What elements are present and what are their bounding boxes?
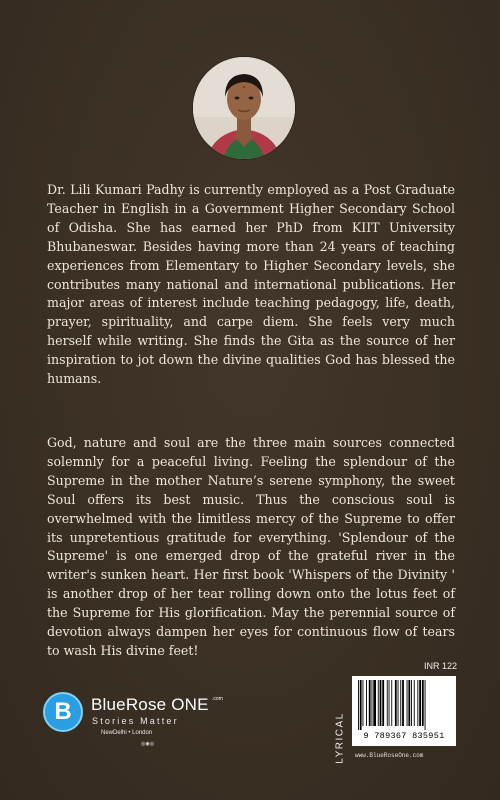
barcode-bars — [358, 680, 450, 730]
imprint-label: LYRICAL — [334, 712, 346, 764]
isbn-barcode — [352, 676, 456, 746]
publisher-tagline: Stories Matter — [92, 716, 179, 726]
publisher-logo-letter: B — [54, 698, 72, 725]
book-description: God, nature and soul are the three main sources connected solemnly for a peaceful living. Feeling the splendour of the Supreme in the mother Nature’s serene symphony, the sweet Soul offers its best music. Thus the conscious soul is overwhelmed with the limitless mercy of the Supreme to offer its unpretentious gratitude for everything. 'Splendour of the Supreme' is one emerged drop of the grateful river in the writer's sunken heart. Her first book 'Whispers of the Divinity ' is another drop of her tear rolling down onto the lotus feet of the Supreme for His glorification. May the perennial source of devotion always dampen her eyes for continuous flow of tears to wash His divine feet! — [47, 435, 455, 658]
publisher-name: BlueRose ONE — [91, 695, 209, 714]
author-photo — [193, 57, 295, 159]
publisher-logo — [43, 690, 243, 750]
publisher-website: www.BlueRoseOne.com — [355, 752, 424, 759]
social-media-icons: ◎◉◎ — [141, 741, 155, 747]
author-bio: Dr. Lili Kumari Padhy is currently employed as a Post Graduate Teacher in English in a Government Higher Secondary School of Odisha. She has earned her PhD from KIIT University Bhubaneswar. Besides having more than 24 years of teaching experiences from Elementary to Higher Secondary levels, she contributes many national and international publications. Her major areas of interest include teaching pedagogy, life, death, prayer, spirituality, and carpe diem. She feels very much herself while writing. She finds the Gita as the source of her inspiration to jot down the divine qualities God has blessed the humans. — [47, 182, 455, 387]
isbn-number: 9 789367 835951 — [363, 731, 445, 741]
publisher-domain-suffix: .com — [212, 696, 223, 702]
price-label: INR 122 — [424, 661, 458, 671]
publisher-locations: NewDelhi • London — [101, 730, 153, 736]
